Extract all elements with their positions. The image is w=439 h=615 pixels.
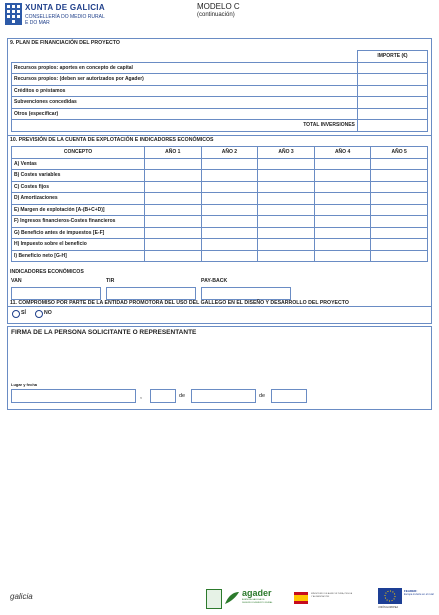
commitment-section: [7, 298, 432, 324]
amount-header: IMPORTE (€): [357, 51, 427, 63]
concept-label: B) Costes variables: [12, 170, 145, 182]
table-row: [12, 85, 428, 97]
forecast-title: 10. PREVISIÓN DE LA CUENTA DE EXPLOTACIÓN E INDICADORES ECONÓMICOS: [10, 137, 214, 143]
place-date-label: Lugar y fecha: [11, 382, 38, 387]
spain-flag-icon: [294, 592, 308, 604]
year-input[interactable]: [145, 170, 202, 182]
table-row: [12, 147, 428, 159]
year-input[interactable]: [201, 250, 258, 262]
month-input[interactable]: [191, 389, 256, 403]
no-radio[interactable]: [35, 310, 43, 318]
table-row: [12, 216, 428, 228]
feader-text: Europa invierte en el rural: [404, 593, 434, 596]
no-label: NO: [44, 310, 52, 316]
amount-input[interactable]: [357, 85, 427, 97]
ministry-logo: [294, 592, 354, 608]
model-title: MODELO C: [197, 2, 240, 11]
galicia-logo-text: galicia: [10, 592, 33, 601]
amount-input[interactable]: [357, 62, 427, 74]
feader-title: FEADER:: [404, 589, 418, 593]
concept-label: D) Amortizaciones: [12, 193, 145, 205]
year-input[interactable]: [371, 170, 428, 182]
yes-radio[interactable]: [12, 310, 20, 318]
year-input[interactable]: [371, 181, 428, 193]
indicators-title: INDICADORES ECONÓMICOS: [10, 269, 84, 275]
year-input[interactable]: [201, 227, 258, 239]
year-input[interactable]: [201, 181, 258, 193]
payback-label: PAY-BACK: [201, 278, 228, 284]
comma-separator: ,: [140, 393, 142, 400]
year-input[interactable]: [314, 250, 371, 262]
xunta-logo: [5, 3, 22, 25]
amount-input[interactable]: [357, 97, 427, 109]
van-label: VAN: [11, 278, 22, 284]
table-row: [12, 204, 428, 216]
year-header: AÑO 1: [145, 147, 202, 159]
year-input[interactable]: [314, 216, 371, 228]
year-input[interactable]: [145, 227, 202, 239]
year-input[interactable]: [314, 170, 371, 182]
year-input[interactable]: [314, 204, 371, 216]
year-input[interactable]: [258, 227, 315, 239]
agader-subtitle: AXENCIA GALEGA DE DESENVOLVEMENTO RURAL: [242, 599, 273, 604]
year-input[interactable]: [371, 239, 428, 251]
year-input[interactable]: [371, 216, 428, 228]
year-input[interactable]: [371, 250, 428, 262]
amount-input[interactable]: [357, 74, 427, 86]
table-row: [12, 158, 428, 170]
eu-label: UNIÓN EUROPEA: [378, 606, 399, 609]
agader-logo: [206, 588, 286, 610]
year-input[interactable]: [145, 216, 202, 228]
financing-row-label: Recursos propios: (deben ser autorizados por Agader): [12, 74, 358, 86]
commitment-title: 11. COMPROMISO POR PARTE DE LA ENTIDAD PROMOTORA DEL USO DEL GALLEGO EN EL DISEÑO Y DESARROLLO DEL PROYECTO: [10, 300, 349, 306]
concept-label: F) Ingresos financieros-Costes financieros: [12, 216, 145, 228]
year-input[interactable]: [371, 193, 428, 205]
year-input[interactable]: [371, 158, 428, 170]
total-amount-input[interactable]: [357, 120, 427, 132]
year-input[interactable]: [201, 158, 258, 170]
financing-title: 9. PLAN DE FINANCIACIÓN DEL PROYECTO: [10, 40, 120, 46]
department-line-1: CONSELLERÍA DO MEDIO RURAL: [25, 14, 105, 20]
table-row: [12, 97, 428, 109]
leader-icon: [206, 589, 222, 609]
year-input[interactable]: [371, 204, 428, 216]
year-input[interactable]: [201, 170, 258, 182]
forecast-table: [11, 146, 428, 262]
year-input[interactable]: [145, 181, 202, 193]
year-input[interactable]: [314, 239, 371, 251]
galicia-logo: [10, 592, 33, 601]
year-input[interactable]: [258, 216, 315, 228]
table-row: [12, 62, 428, 74]
day-input[interactable]: [150, 389, 176, 403]
year-input[interactable]: [201, 204, 258, 216]
tir-label: TIR: [106, 278, 115, 284]
department-line-2: E DO MAR: [25, 20, 50, 26]
year-input[interactable]: [201, 193, 258, 205]
year-header: AÑO 4: [314, 147, 371, 159]
table-row: [12, 250, 428, 262]
financing-section: [7, 38, 432, 136]
table-row: [12, 181, 428, 193]
total-label: TOTAL INVERSIONES: [12, 120, 358, 132]
ministry-text: MINISTERIO DE AGRICULTURA, PESCA Y ALIMENTACIÓN: [311, 593, 352, 598]
feader-logo: [378, 588, 434, 612]
table-row: [12, 239, 428, 251]
concept-label: A) Ventas: [12, 158, 145, 170]
table-row: [12, 51, 428, 63]
concept-label: I) Beneficio neto [G-H]: [12, 250, 145, 262]
year-input[interactable]: [258, 170, 315, 182]
amount-input[interactable]: [357, 108, 427, 120]
year-input[interactable]: [314, 158, 371, 170]
year-input[interactable]: [145, 204, 202, 216]
financing-table: [11, 50, 428, 132]
model-subtitle: (continuación): [197, 12, 235, 18]
year-header: AÑO 3: [258, 147, 315, 159]
year-input[interactable]: [145, 239, 202, 251]
year-input[interactable]: [258, 250, 315, 262]
year-input[interactable]: [314, 227, 371, 239]
financing-row-label: Subvenciones concedidas: [12, 97, 358, 109]
de-label-2: de: [259, 393, 266, 399]
financing-row-label: Recursos propios: aportes en concepto de capital: [12, 62, 358, 74]
year-header: AÑO 5: [371, 147, 428, 159]
table-row: [12, 170, 428, 182]
year-input[interactable]: [258, 181, 315, 193]
year-header: AÑO 2: [201, 147, 258, 159]
year-input[interactable]: [258, 239, 315, 251]
year-input[interactable]: [314, 181, 371, 193]
table-row: [12, 74, 428, 86]
table-row: [12, 227, 428, 239]
year-input[interactable]: [258, 204, 315, 216]
eu-flag-icon: [378, 588, 402, 604]
signature-title: FIRMA DE LA PERSONA SOLICITANTE O REPRESENTANTE: [11, 329, 197, 336]
table-row: [12, 120, 428, 132]
signature-section: [7, 326, 432, 410]
year-input[interactable]: [201, 239, 258, 251]
year-input[interactable]: [201, 216, 258, 228]
year-input[interactable]: [145, 250, 202, 262]
concept-label: H) Impuesto sobre el beneficio: [12, 239, 145, 251]
year-input[interactable]: [145, 158, 202, 170]
table-row: [12, 193, 428, 205]
place-input[interactable]: [11, 389, 136, 403]
concept-label: E) Margen de explotación [A-(B+C+D)]: [12, 204, 145, 216]
financing-row-label: Otros (especificar): [12, 108, 358, 120]
agader-text: agader: [242, 588, 272, 598]
agader-leaf-icon: [224, 591, 240, 605]
year-input[interactable]: [314, 193, 371, 205]
table-row: [12, 108, 428, 120]
de-label-1: de: [179, 393, 186, 399]
year-input[interactable]: [258, 193, 315, 205]
year-input[interactable]: [258, 158, 315, 170]
concept-header: CONCEPTO: [12, 147, 145, 159]
xunta-logo-text: XUNTA DE GALICIA: [25, 3, 105, 12]
xunta-shield-icon: [5, 3, 22, 25]
year-input[interactable]: [271, 389, 307, 403]
year-input[interactable]: [371, 227, 428, 239]
forecast-section: [7, 135, 432, 307]
yes-label: SÍ: [21, 310, 26, 316]
year-input[interactable]: [145, 193, 202, 205]
financing-row-label: Créditos o préstamos: [12, 85, 358, 97]
concept-label: G) Beneficio antes de impuestos [E-F]: [12, 227, 145, 239]
concept-label: C) Costes fijos: [12, 181, 145, 193]
